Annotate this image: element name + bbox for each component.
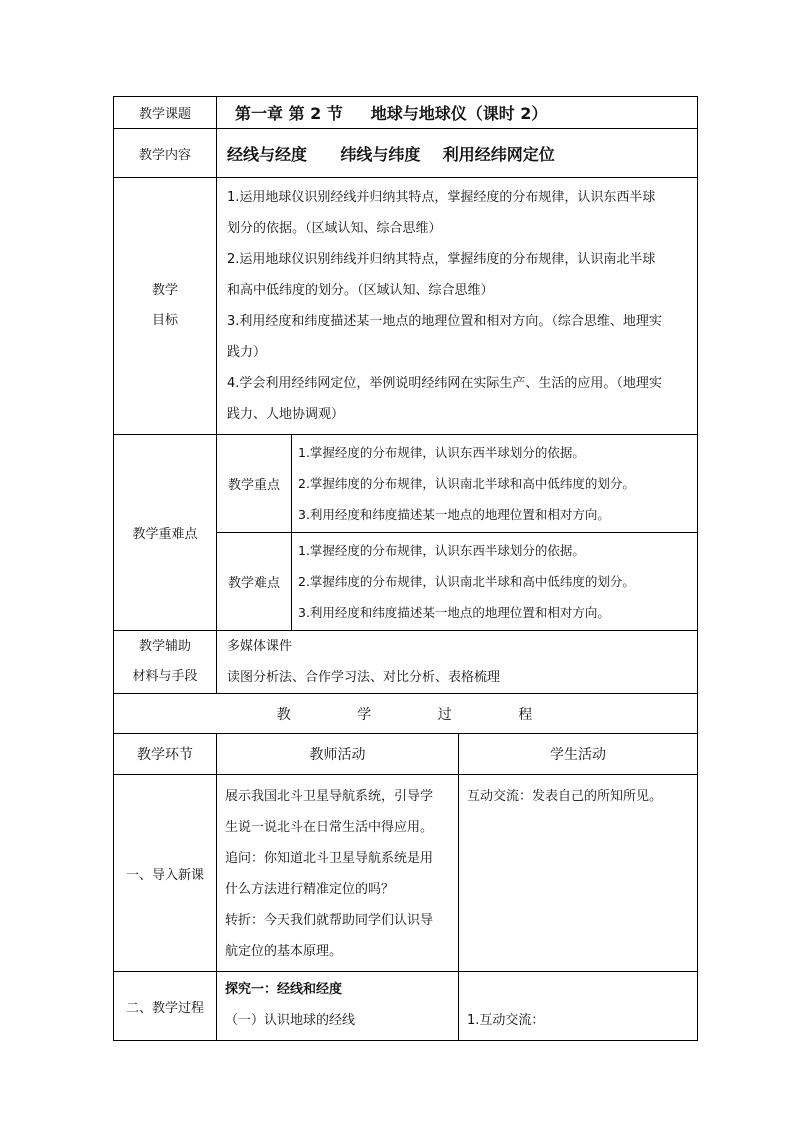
- key-point-item: 1.掌握经度的分布规律，认识东西半球划分的依据。: [298, 445, 585, 460]
- goal-line: 2.运用地球仪识别纬线并归纳其特点，掌握纬度的分布规律，认识南北半球: [227, 252, 656, 267]
- goals-row: [114, 178, 698, 435]
- lesson-plan-table: [113, 96, 698, 1041]
- goal-line: 3.利用经度和纬度描述某一地点的地理位置和相对方向。（综合思维、地理实: [227, 314, 662, 329]
- goals-list: [217, 178, 698, 435]
- student-activity-line: 1.互动交流：: [467, 1013, 545, 1028]
- teacher-activity-line: 生说一说北斗在日常生活中得应用。: [225, 820, 434, 835]
- content-value: 经线与经度 纬线与纬度 利用经纬网定位: [217, 129, 698, 178]
- key-difficult-label: 教学重难点: [114, 435, 217, 631]
- key-points-row: [114, 435, 698, 533]
- aids-line: 多媒体课件: [227, 639, 293, 654]
- goal-line: 4.学会利用经纬网定位，举例说明经纬网在实际生产、生活的应用。（地理实: [227, 376, 662, 391]
- teacher-activity-line: （一）认识地球的经线: [225, 1013, 356, 1028]
- key-point-item: 3.利用经度和纬度描述某一地点的地理位置和相对方向。: [298, 507, 610, 522]
- table-row: [114, 972, 698, 1041]
- aids-label-line2: 材料与手段: [132, 669, 198, 684]
- goals-label: [114, 178, 217, 435]
- content-row: [114, 129, 698, 178]
- content-label: 教学内容: [114, 129, 217, 178]
- difficult-points-label: 教学难点: [217, 533, 292, 631]
- aids-label-line1: 教学辅助: [138, 639, 191, 654]
- goals-label-line1: 教学: [151, 283, 178, 298]
- teacher-activity-cell: [217, 775, 459, 972]
- goal-line: 和高中低纬度的划分。（区域认知、综合思维）: [227, 283, 494, 298]
- student-activity-cell: [459, 972, 698, 1041]
- aids-label: [114, 631, 217, 694]
- process-heading-row: [114, 694, 698, 734]
- teacher-activity-line: 追问：你知道北斗卫星导航系统是用: [225, 851, 434, 866]
- difficult-point-item: 2.掌握纬度的分布规律，认识南北半球和高中低纬度的划分。: [298, 574, 635, 589]
- goal-line: 践力、人地协调观）: [227, 407, 345, 422]
- course-title-row: [114, 97, 698, 129]
- aids-row: [114, 631, 698, 694]
- goal-line: 划分的依据。（区域认知、综合思维）: [227, 221, 442, 236]
- stage-cell: 一、导入新课: [114, 775, 217, 972]
- difficult-point-item: 3.利用经度和纬度描述某一地点的地理位置和相对方向。: [298, 605, 610, 620]
- teacher-activity-line: 什么方法进行精准定位的吗？: [225, 882, 395, 897]
- goal-line: 践力）: [227, 345, 267, 360]
- stage-cell: 二、教学过程: [114, 972, 217, 1041]
- teacher-activity-line: 航定位的基本原理。: [225, 944, 343, 959]
- difficult-point-item: 1.掌握经度的分布规律，认识东西半球划分的依据。: [298, 543, 585, 558]
- student-activity-line: 互动交流：发表自己的所知所见。: [467, 789, 663, 804]
- aids-line: 读图分析法、合作学习法、对比分析、表格梳理: [227, 670, 501, 685]
- goal-line: 1.运用地球仪识别经线并归纳其特点，掌握经度的分布规律，认识东西半球: [227, 190, 656, 205]
- teacher-column-header: 教师活动: [217, 734, 459, 775]
- teacher-activity-line: 展示我国北斗卫星导航系统，引导学: [225, 789, 434, 804]
- goals-label-line2: 目标: [151, 313, 178, 328]
- difficult-points-list: [292, 533, 698, 631]
- key-points-label: 教学重点: [217, 435, 292, 533]
- process-heading: 教 学 过 程: [114, 694, 698, 734]
- course-title-label: 教学课题: [114, 97, 217, 129]
- course-title-value: 第一章 第 2 节 地球与地球仪（课时 2）: [217, 97, 698, 129]
- teacher-activity-line: 探究一：经线和经度: [225, 982, 343, 997]
- student-activity-cell: [459, 775, 698, 972]
- stage-column-header: 教学环节: [114, 734, 217, 775]
- table-row: [114, 775, 698, 972]
- teacher-activity-cell: [217, 972, 459, 1041]
- aids-list: [217, 631, 698, 694]
- teacher-activity-line: 转折：今天我们就帮助同学们认识导: [225, 913, 434, 928]
- column-header-row: [114, 734, 698, 775]
- student-column-header: 学生活动: [459, 734, 698, 775]
- key-points-list: [292, 435, 698, 533]
- key-point-item: 2.掌握纬度的分布规律，认识南北半球和高中低纬度的划分。: [298, 476, 635, 491]
